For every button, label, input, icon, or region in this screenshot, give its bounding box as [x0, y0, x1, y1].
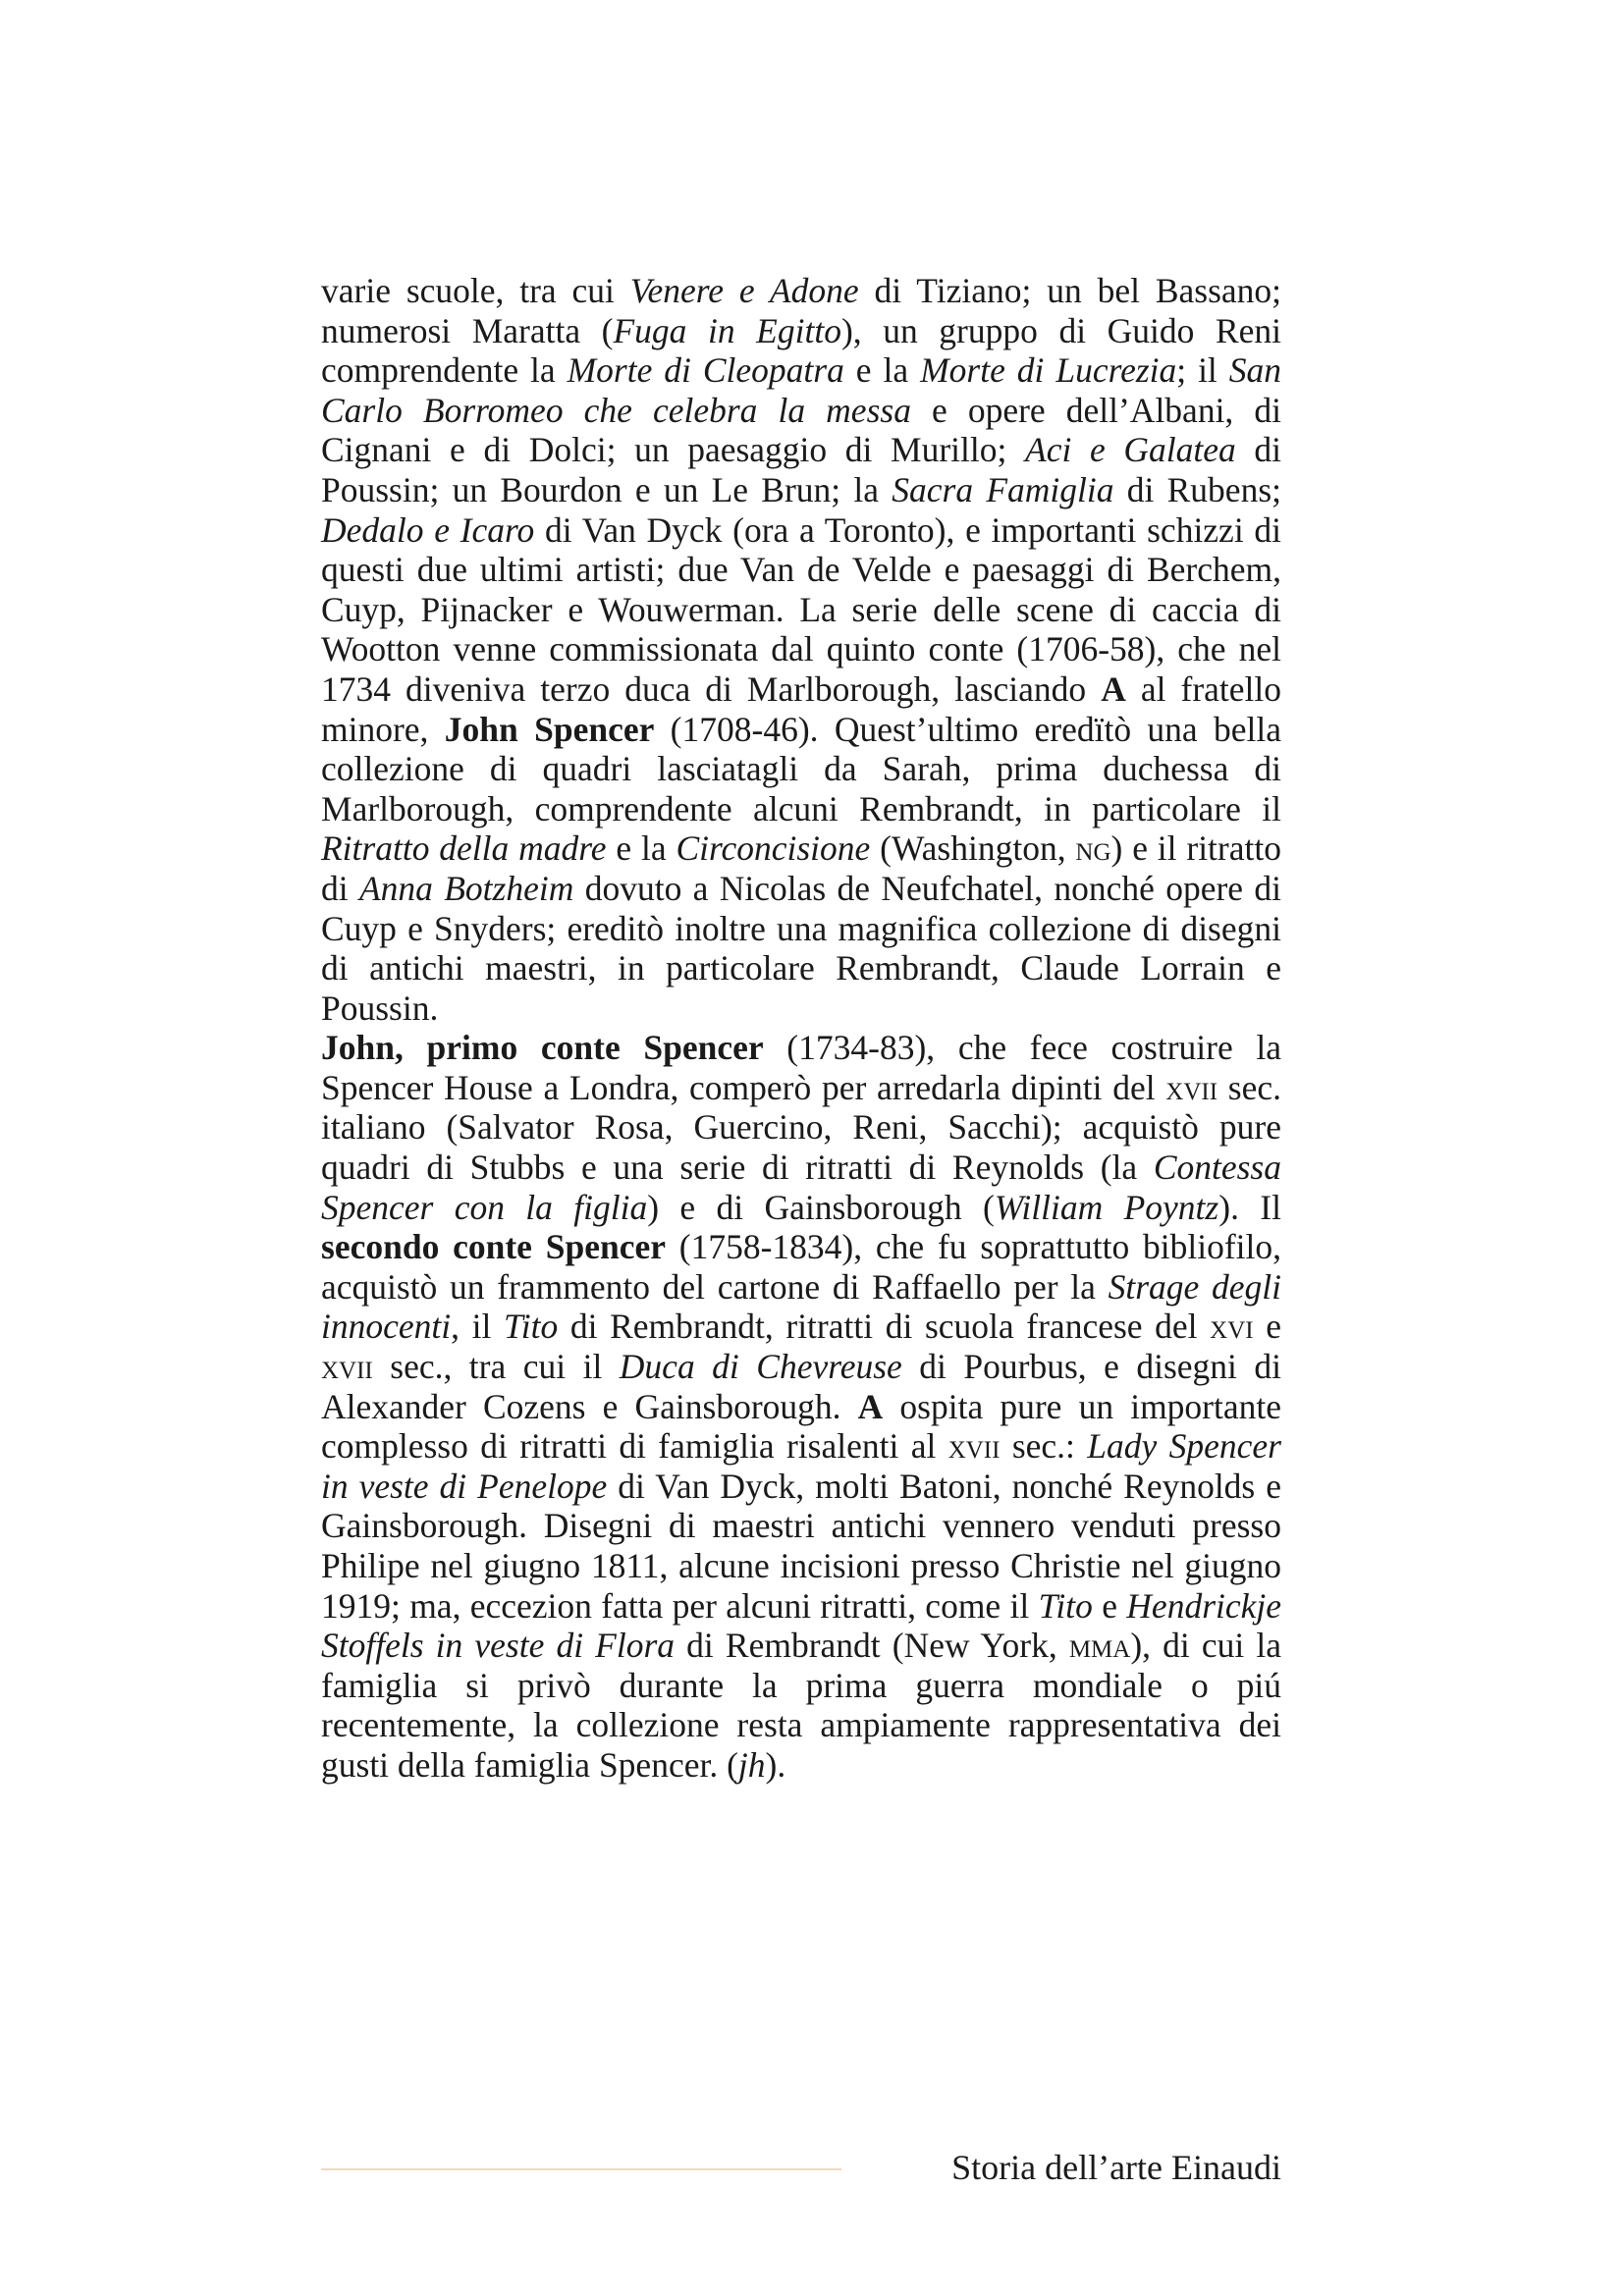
- small-caps-run: ng: [1075, 828, 1111, 869]
- text-run: (1708-46). Quest’ultimo eredïtò una bella collezione di quadri lasciatagli da Sarah, prima duchessa di Marlborough, comprendente alcuni Rembrandt, in particolare il: [321, 709, 1281, 828]
- bold-run: A: [857, 1386, 884, 1426]
- italic-run: Circoncisione: [676, 828, 871, 869]
- italic-run: Lady Spencer in veste di Penelope: [321, 1426, 1281, 1506]
- text-run: e la: [843, 350, 921, 391]
- text-run: e: [1092, 1585, 1127, 1626]
- paragraph: [321, 1028, 1281, 1785]
- text-run: ; il: [1176, 350, 1229, 391]
- text-run: (1734-83), che fece costruire la Spencer House a Londra, comperò per arredarla dipinti del: [321, 1028, 1281, 1107]
- small-caps-run: xvii: [947, 1426, 1001, 1467]
- text-run: di Rubens;: [1113, 469, 1281, 509]
- italic-run: Fuga in Egitto: [613, 310, 841, 350]
- text-run: sec. italiano (Salvator Rosa, Guercino, Reni, Sacchi); acquistò pure quadri di Stubbs e una serie di ritratti di Reynolds (la: [321, 1067, 1281, 1188]
- text-run: (Washington,: [870, 828, 1076, 869]
- text-run: di Rembrandt (New York,: [675, 1626, 1069, 1666]
- text-run: di Rembrandt, ritratti di scuola francese del: [558, 1307, 1211, 1347]
- italic-run: Morte di Cleopatra: [567, 350, 844, 391]
- italic-run: jh: [737, 1744, 766, 1785]
- bold-run: A: [1101, 668, 1126, 709]
- italic-run: William Poyntz: [994, 1187, 1219, 1227]
- small-caps-run: xvii: [1165, 1067, 1218, 1107]
- footer-rule: [321, 2168, 841, 2170]
- italic-run: Anna Botzheim: [358, 868, 574, 908]
- italic-run: Contessa Spencer con la figlia: [321, 1148, 1281, 1227]
- text-run: dovuto a Nicolas de Neufchatel, nonché opere di Cuyp e Snyders; ereditò inoltre una magnifica collezione di disegni di antichi maestri, in particolare Rembrandt, Claude Lorrain e Poussin.: [321, 868, 1281, 1028]
- text-run: sec.:: [1000, 1426, 1088, 1467]
- text-run: e la: [606, 828, 676, 869]
- italic-run: Duca di Chevreuse: [619, 1347, 902, 1387]
- italic-run: San Carlo Borromeo che celebra la messa: [321, 350, 1281, 430]
- text-run: di Pourbus, e disegni di Alexander Cozens e Gainsborough.: [321, 1347, 1281, 1426]
- text-run: (1758-1834), che fu soprattutto bibliofilo, acquistò un frammento del cartone di Raffaello per la: [321, 1227, 1281, 1307]
- italic-run: Venere e Adone: [629, 271, 859, 310]
- small-caps-run: xvii: [321, 1347, 373, 1387]
- italic-run: Morte di Lucrezia: [920, 350, 1177, 391]
- page-footer: [321, 2143, 1281, 2192]
- text-run: di Tiziano; un bel Bassano; numerosi Maratta (: [321, 271, 1281, 350]
- paragraph: [321, 271, 1281, 1028]
- italic-run: Strage degli innocenti: [321, 1266, 1281, 1347]
- italic-run: Sacra Famiglia: [892, 469, 1114, 509]
- text-run: al fratello minore,: [321, 668, 1281, 749]
- text-run: di Van Dyck (ora a Toronto), e importanti schizzi di questi due ultimi artisti; due Van de Velde e paesaggi di Berchem, Cuyp, Pijnacker e Wouwerman. La serie delle scene di caccia di Wootton venne commissionata dal quinto conte (1706-58), che nel 1734 diveniva terzo duca di Marlborough, lasciando: [321, 509, 1281, 709]
- italic-run: Aci e Galatea: [1025, 430, 1236, 470]
- text-run: e: [1253, 1307, 1281, 1347]
- text-run: di Van Dyck, molti Batoni, nonché Reynolds e Gainsborough. Disegni di maestri antichi vennero venduti presso Philipe nel giugno 1811, alcune incisioni presso Christie nel giugno 1919; ma, eccezion fatta per alcuni ritratti, come il: [321, 1466, 1281, 1626]
- italic-run: Tito: [1038, 1585, 1093, 1626]
- italic-run: Dedalo e Icaro: [321, 509, 535, 550]
- text-run: ), un gruppo di Guido Reni comprendente la: [321, 310, 1281, 391]
- italic-run: Hendrickje Stoffels in veste di Flora: [321, 1585, 1282, 1666]
- article-body: [321, 271, 1281, 1786]
- text-run: varie scuole, tra cui: [321, 271, 630, 310]
- text-run: ). Il: [1218, 1187, 1281, 1227]
- text-run: ) e di Gainsborough (: [647, 1187, 995, 1227]
- italic-run: Tito: [503, 1307, 559, 1347]
- publisher-label: Storia dell’arte Einaudi: [951, 2148, 1281, 2187]
- text-run: di Poussin; un Bourdon e un Le Brun; la: [321, 430, 1281, 509]
- bold-run: secondo conte Spencer: [321, 1227, 666, 1267]
- text-run: , il: [451, 1307, 504, 1347]
- text-run: sec., tra cui il: [372, 1347, 620, 1387]
- bold-run: John Spencer: [444, 709, 655, 749]
- text-run: ospita pure un importante complesso di ritratti di famiglia risalenti al: [321, 1386, 1281, 1467]
- small-caps-run: xvi: [1210, 1307, 1254, 1347]
- text-run: ).: [765, 1744, 786, 1785]
- text-run: ) e il ritratto di: [321, 828, 1281, 908]
- bold-run: John, primo conte Spencer: [321, 1028, 764, 1068]
- small-caps-run: mma: [1068, 1626, 1131, 1666]
- italic-run: Ritratto della madre: [321, 828, 607, 869]
- text-run: e opere dell’Albani, di Cignani e di Dolci; un paesaggio di Murillo;: [321, 390, 1281, 470]
- text-run: ), di cui la famiglia si privò durante la prima guerra mondiale o piú recentemente, la collezione resta ampiamente rappresentativa dei gusti della famiglia Spencer. (: [321, 1626, 1282, 1785]
